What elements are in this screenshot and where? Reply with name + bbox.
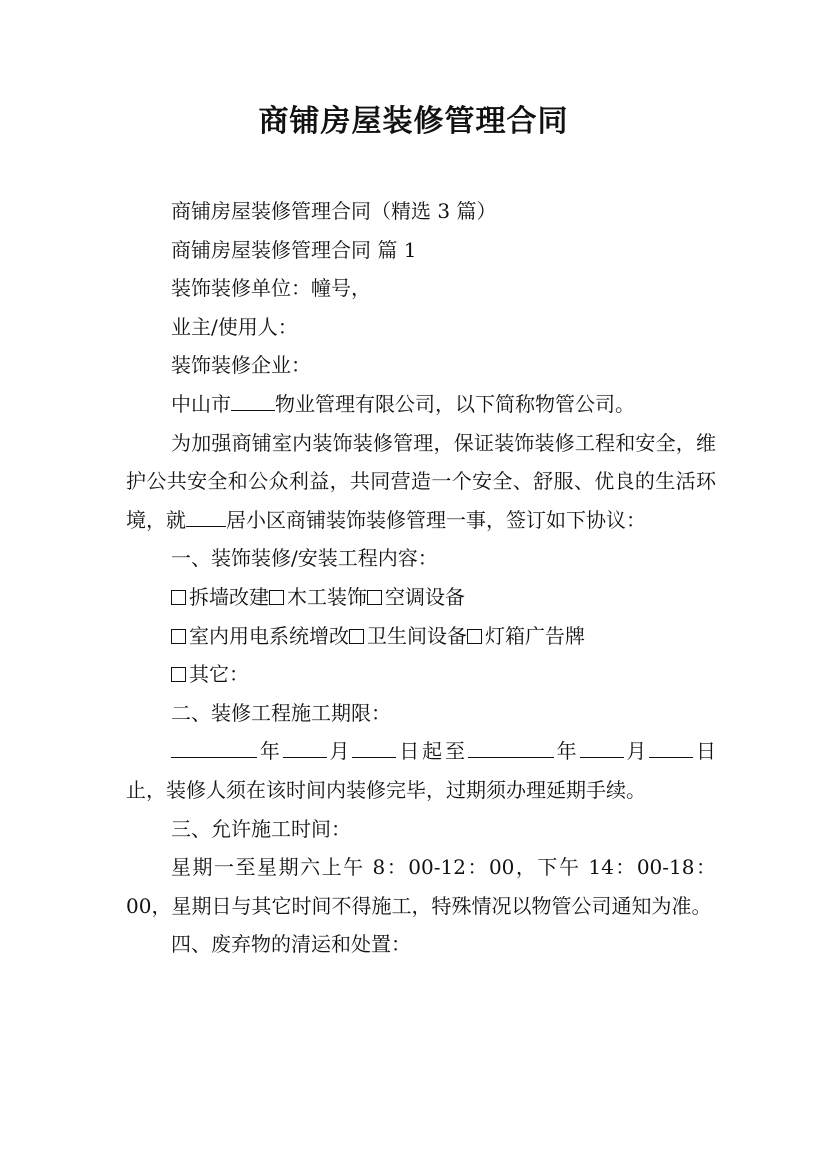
checkbox-label: 室内用电系统增改 xyxy=(189,623,349,648)
checkbox[interactable] xyxy=(171,590,186,605)
blank-field xyxy=(468,737,554,758)
section-four-heading: 四、废弃物的清运和处置： xyxy=(171,932,411,957)
purpose-paragraph xyxy=(126,424,716,540)
checkbox[interactable] xyxy=(171,629,186,644)
section-one-heading: 一、装饰装修/安装工程内容： xyxy=(171,546,438,571)
blank-field xyxy=(352,737,396,758)
checkbox-label: 卫生间设备 xyxy=(367,623,467,648)
section-three-heading: 三、允许施工时间： xyxy=(171,816,351,841)
document-title: 商铺房屋装修管理合同 xyxy=(258,104,569,139)
property-company-suffix: 物业管理有限公司，以下简称物管公司。 xyxy=(275,391,635,416)
purpose-text-a: 为加强商铺室内装饰装修管理，保证装饰装修工程和安全，维护公共安全和公众利益，共同营造一个安全、舒服、优良的生活环境，就 xyxy=(126,430,716,532)
checkbox-row-3 xyxy=(126,655,716,694)
decoration-unit-line: 装饰装修单位：幢号， xyxy=(171,276,371,301)
decoration-company-line: 装饰装修企业： xyxy=(171,353,311,378)
document-body xyxy=(126,192,716,964)
checkbox[interactable] xyxy=(349,629,364,644)
checkbox-row-2 xyxy=(126,617,716,656)
day-until-text: 日止，装修人须在该时间内装修完毕，过期须办理延期手续。 xyxy=(126,739,717,802)
checkbox-row-1 xyxy=(126,578,716,617)
property-company-prefix: 中山市 xyxy=(171,391,231,416)
checkbox-label: 其它： xyxy=(189,662,249,687)
blank-field xyxy=(231,390,275,411)
year-label: 年 xyxy=(257,739,283,764)
checkbox[interactable] xyxy=(367,590,382,605)
checkbox-label: 灯箱广告牌 xyxy=(485,623,585,648)
year-label: 年 xyxy=(553,739,580,764)
blank-field xyxy=(649,737,693,758)
section-heading-part1: 商铺房屋装修管理合同 篇 1 xyxy=(171,237,417,262)
section-two-heading: 二、装修工程施工期限： xyxy=(171,700,391,725)
blank-field xyxy=(171,737,257,758)
checkbox[interactable] xyxy=(269,590,284,605)
checkbox[interactable] xyxy=(171,667,186,682)
purpose-text-b: 居小区商铺装饰装修管理一事，签订如下协议： xyxy=(226,507,646,532)
blank-field xyxy=(580,737,624,758)
property-company-line xyxy=(126,385,716,424)
subtitle-line: 商铺房屋装修管理合同（精选 3 篇） xyxy=(171,199,497,223)
month-label: 月 xyxy=(326,739,353,764)
month-label: 月 xyxy=(623,739,650,764)
owner-line: 业主/使用人： xyxy=(171,314,298,339)
checkbox-label: 空调设备 xyxy=(385,584,465,609)
checkbox-label: 木工装饰 xyxy=(287,584,367,609)
work-hours-paragraph: 星期一至星期六上午 8：00-12：00，下午 14：00-18：00，星期日与其它时间不得施工，特殊情况以物管公司通知为准。 xyxy=(126,855,716,918)
checkbox[interactable] xyxy=(467,629,482,644)
period-paragraph xyxy=(126,732,716,809)
checkbox-label: 拆墙改建 xyxy=(189,584,269,609)
blank-field xyxy=(186,506,226,527)
day-from-label: 日起至 xyxy=(396,739,468,764)
blank-field xyxy=(283,737,327,758)
